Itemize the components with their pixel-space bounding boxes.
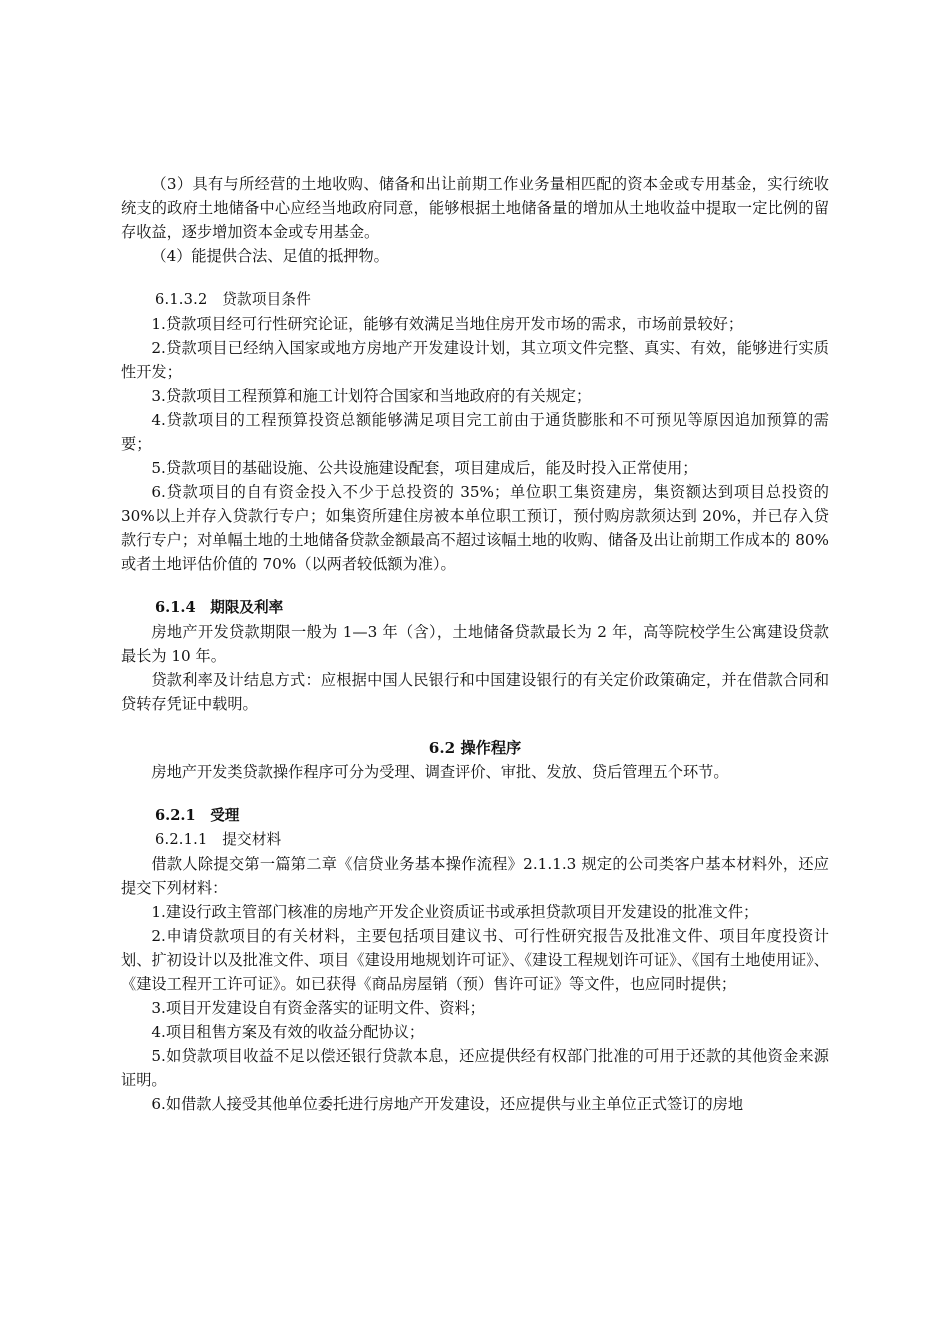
paragraph-loan-term: 房地产开发贷款期限一般为 1—3 年（含），土地储备贷款最长为 2 年，高等院校学生公寓建设贷款最长为 10 年。 [121, 623, 829, 665]
list-item: 2.申请贷款项目的有关材料，主要包括项目建议书、可行性研究报告及批准文件、项目年度投资计划、扩初设计以及批准文件、项目《建设用地规划许可证》、《建设工程规划许可证》、《国有土地使用证》、《建设工程开工许可证》。如已获得《商品房屋销（预）售许可证》等文件，也应同时提供； [121, 927, 829, 993]
heading-6-1-3-2: 6.1.3.2 贷款项目条件 [155, 291, 312, 308]
paragraph-interest-rate: 贷款利率及计结息方式：应根据中国人民银行和中国建设银行的有关定价政策确定，并在借款合同和贷转存凭证中载明。 [121, 671, 829, 713]
paragraph-collateral: （4）能提供合法、足值的抵押物。 [151, 247, 389, 265]
list-item: 5.如贷款项目收益不足以偿还银行贷款本息，还应提供经有权部门批准的可用于还款的其他资金来源证明。 [121, 1047, 829, 1089]
heading-6-2-1-1: 6.2.1.1 提交材料 [155, 831, 282, 848]
list-item: 1.贷款项目经可行性研究论证，能够有效满足当地住房开发市场的需求，市场前景较好； [151, 315, 744, 333]
list-item: 4.项目租售方案及有效的收益分配协议； [151, 1023, 425, 1041]
list-item: 3.项目开发建设自有资金落实的证明文件、资料； [151, 999, 485, 1017]
list-item: 6.如借款人接受其他单位委托进行房地产开发建设，还应提供与业主单位正式签订的房地 [151, 1095, 744, 1113]
paragraph-materials-lead: 借款人除提交第一篇第二章《信贷业务基本操作流程》2.1.1.3 规定的公司类客户基本材料外，还应提交下列材料： [121, 855, 829, 897]
list-item: 1.建设行政主管部门核准的房地产开发企业资质证书或承担贷款项目开发建设的批准文件； [151, 903, 759, 921]
section-title-6-2: 6.2 操作程序 [428, 739, 522, 757]
heading-6-1-4: 6.1.4 期限及利率 [155, 599, 284, 616]
list-item: 4.贷款项目的工程预算投资总额能够满足项目完工前由于通货膨胀和不可预见等原因追加预算的需要； [121, 411, 829, 453]
list-item: 2.贷款项目已经纳入国家或地方房地产开发建设计划，其立项文件完整、真实、有效，能够进行实质性开发； [121, 339, 829, 381]
document-page [121, 172, 829, 1116]
paragraph-capital-requirement: （3）具有与所经营的土地收购、储备和出让前期工作业务量相匹配的资本金或专用基金，实行统收统支的政府土地储备中心应经当地政府同意，能够根据土地储备量的增加从土地收益中提取一定比例的留存收益，逐步增加资本金或专用基金。 [121, 175, 829, 241]
heading-6-2-1: 6.2.1 受理 [155, 807, 240, 824]
list-item: 6.贷款项目的自有资金投入不少于总投资的 35%；单位职工集资建房，集资额达到项目总投资的 30%以上并存入贷款行专户；如集资所建住房被本单位职工预订，预付购房款须达到 20%，并已存入贷款行专户；对单幅土地的土地储备贷款金额最高不超过该幅土地的收购、储备及出让前期工作成本的 80%或者土地评估价值的 70%（以两者较低额为准）。 [121, 483, 829, 573]
list-item: 3.贷款项目工程预算和施工计划符合国家和当地政府的有关规定； [151, 387, 592, 405]
paragraph-procedure-overview: 房地产开发类贷款操作程序可分为受理、调查评价、审批、发放、贷后管理五个环节。 [151, 763, 729, 781]
list-item: 5.贷款项目的基础设施、公共设施建设配套，项目建成后，能及时投入正常使用； [151, 459, 698, 477]
